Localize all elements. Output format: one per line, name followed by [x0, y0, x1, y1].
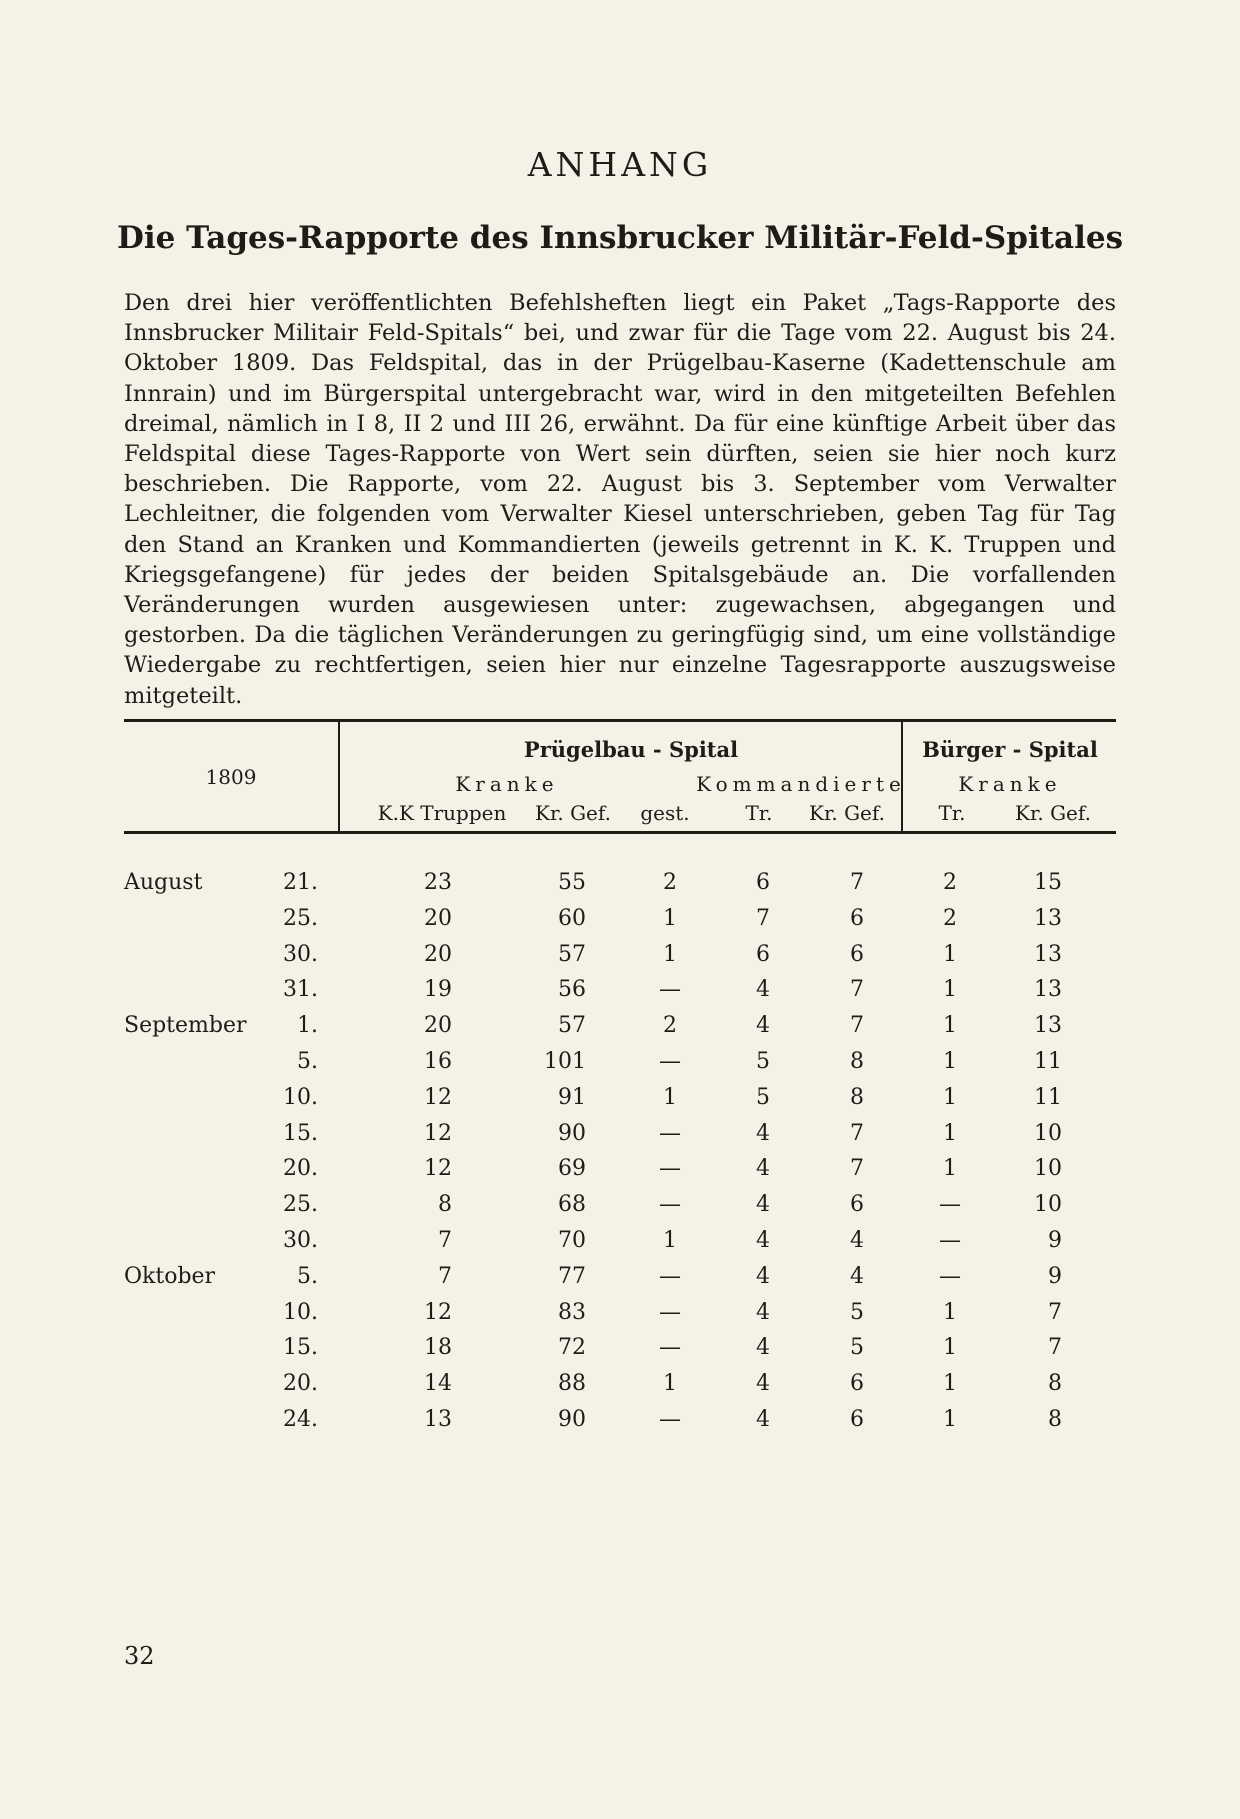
gestorben-cell: —: [659, 1192, 681, 1218]
kk-truppen-cell: 8: [438, 1192, 452, 1218]
intro-paragraph: Den drei hier veröffentlichten Befehlsheften liegt ein Paket „Tags-Rapporte des Innsbrucker Militair Feld-Spitals“ bei, und zwar für die Tage vom 22. August bis 24. Oktober 1809. Das Feldspital, das in der Prügelbau-Kaserne (Kadettenschule am Innrain) und im Bürgerspital untergebracht war, wird in den mitgeteilten Befehlen dreimal, nämlich in I 8, II 2 und III 26, erwähnt. Da für eine künftige Arbeit über das Feldspital diese Tages-Rapporte von Wert sein dürften, seien sie hier noch kurz beschrieben. Die Rapporte, vom 22. August bis 3. September vom Verwalter Lechleitner, die folgenden vom Verwalter Kiesel unterschrieben, geben Tag für Tag den Stand an Kranken und Kommandierten (jeweils getrennt in K. K. Truppen und Kriegsgefangene) für jedes der beiden Spitalsgebäude an. Die vorfallenden Veränderungen wurden ausgewiesen unter: zugewachsen, abgegangen und gestorben. Da die täglichen Veränderungen zu geringfügig sind, um eine vollständige Wiedergabe zu rechtfertigen, seien hier nur einzelne Tagesrapporte auszugsweise mitgeteilt.: [124, 290, 1116, 709]
kriegsgefangene-cell: 69: [558, 1156, 586, 1182]
buerger-truppen-cell: —: [939, 1263, 961, 1289]
buerger-truppen-cell: 1: [943, 1013, 957, 1039]
day-cell: 25.: [283, 905, 318, 931]
kriegsgefangene-cell: 60: [558, 905, 586, 931]
day-cell: 10.: [283, 1084, 318, 1110]
kriegsgefangene-cell: 83: [558, 1299, 586, 1325]
kommandierte-truppen-cell: 4: [756, 1299, 770, 1325]
section-title: Die Tages-Rapporte des Innsbrucker Militär-Feld-Spitales: [116, 220, 1124, 256]
buerger-gefangene-cell: 15: [1034, 870, 1062, 895]
buerger-gefangene-cell: 13: [1034, 977, 1062, 1003]
buerger-truppen-header: Tr.: [938, 801, 966, 825]
appendix-heading: ANHANG: [527, 145, 713, 184]
day-cell: 20.: [283, 1156, 318, 1182]
gestorben-cell: 1: [663, 905, 677, 931]
kriegsgefangene-cell: 90: [558, 1120, 586, 1146]
kk-truppen-header: K.K Truppen: [377, 801, 507, 825]
buerger-gefangene-cell: 10: [1034, 1120, 1062, 1146]
kk-truppen-cell: 7: [438, 1263, 452, 1289]
buerger-gefangene-cell: 9: [1048, 1263, 1062, 1289]
kommandierte-truppen-cell: 4: [756, 1407, 770, 1432]
kriegsgefangene-cell: 72: [558, 1335, 586, 1361]
page-number: 32: [124, 1642, 155, 1670]
gestorben-cell: —: [659, 1120, 681, 1146]
month-cell: Oktober: [124, 1263, 216, 1289]
kk-truppen-cell: 20: [424, 905, 452, 931]
kranke-header-buerger: Kranke: [958, 772, 1062, 796]
buerger-spital-header: Bürger - Spital: [922, 737, 1098, 762]
buerger-gefangene-cell: 13: [1034, 941, 1062, 967]
day-cell: 15.: [283, 1120, 318, 1146]
day-cell: 15.: [283, 1335, 318, 1361]
day-cell: 30.: [283, 941, 318, 967]
day-cell: 31.: [283, 977, 318, 1003]
gestorben-cell: —: [659, 1156, 681, 1182]
gestorben-cell: 2: [663, 870, 677, 895]
kriegsgefangene-cell: 88: [558, 1371, 586, 1397]
table-top-rule: [124, 719, 1116, 722]
kommandierte-truppen-cell: 5: [756, 1084, 770, 1110]
kriegsgefangene-header: Kr. Gef.: [535, 801, 611, 825]
table-header-rule: [124, 831, 1116, 834]
kranke-header: Kranke: [455, 772, 559, 796]
kriegsgefangene-cell: 57: [558, 941, 586, 967]
gestorben-cell: 1: [663, 1228, 677, 1253]
kommandierte-truppen-cell: 4: [756, 977, 770, 1003]
gestorben-cell: —: [659, 1263, 681, 1289]
kommandierte-truppen-cell: 4: [756, 1263, 770, 1289]
kriegsgefangene-cell: 56: [558, 977, 586, 1003]
kommandierte-header: Kommandierte: [696, 772, 906, 796]
gestorben-header: gest.: [640, 801, 690, 825]
kk-truppen-cell: 13: [424, 1407, 452, 1432]
day-cell: 1.: [297, 1013, 318, 1039]
kommandierte-truppen-cell: 6: [756, 870, 770, 895]
year-header: 1809: [205, 765, 257, 789]
kommandierte-gefangene-cell: 6: [850, 1192, 864, 1218]
kriegsgefangene-cell: 90: [558, 1407, 586, 1432]
day-cell: 20.: [283, 1371, 318, 1397]
kommandierte-gefangene-cell: 8: [850, 1049, 864, 1074]
buerger-gefangene-cell: 13: [1034, 1013, 1062, 1039]
kommandierte-gefangene-cell: 6: [850, 1371, 864, 1397]
kommandierte-gefangene-cell: 4: [850, 1228, 864, 1253]
kk-truppen-cell: 12: [424, 1084, 452, 1110]
kommandierte-gefangene-cell: 7: [850, 1013, 864, 1039]
kk-truppen-cell: 12: [424, 1299, 452, 1325]
kommandierte-truppen-cell: 4: [756, 1120, 770, 1146]
kommandierte-truppen-cell: 7: [756, 905, 770, 931]
gestorben-cell: 1: [663, 1084, 677, 1110]
kommandierte-truppen-cell: 4: [756, 1192, 770, 1218]
kriegsgefangene-cell: 91: [558, 1084, 586, 1110]
gestorben-cell: —: [659, 1407, 681, 1432]
buerger-truppen-cell: 1: [943, 1120, 957, 1146]
buerger-truppen-cell: 1: [943, 1335, 957, 1361]
kommandierte-truppen-cell: 5: [756, 1049, 770, 1074]
buerger-truppen-cell: 1: [943, 941, 957, 967]
day-cell: 24.: [283, 1407, 318, 1432]
kriegsgefangene-cell: 70: [558, 1228, 586, 1253]
gestorben-cell: —: [659, 1049, 681, 1074]
month-cell: September: [124, 1013, 247, 1039]
buerger-truppen-cell: 1: [943, 1156, 957, 1182]
buerger-truppen-cell: 2: [943, 905, 957, 931]
day-cell: 30.: [283, 1228, 318, 1253]
kriegsgefangene-cell: 55: [558, 870, 586, 895]
kk-truppen-cell: 23: [424, 870, 452, 895]
day-cell: 10.: [283, 1299, 318, 1325]
kk-truppen-cell: 16: [424, 1049, 452, 1074]
buerger-gefangene-cell: 10: [1034, 1192, 1062, 1218]
kommandierte-truppen-cell: 4: [756, 1228, 770, 1253]
buerger-truppen-cell: 1: [943, 1299, 957, 1325]
kommandierte-gefangene-cell: 5: [850, 1299, 864, 1325]
buerger-gefangene-cell: 9: [1048, 1228, 1062, 1253]
kommandierte-truppen-cell: 6: [756, 941, 770, 967]
gestorben-cell: —: [659, 1335, 681, 1361]
buerger-gefangene-cell: 7: [1048, 1299, 1062, 1325]
gestorben-cell: —: [659, 977, 681, 1003]
gestorben-cell: 1: [663, 1371, 677, 1397]
buerger-truppen-cell: 1: [943, 977, 957, 1003]
day-cell: 5.: [297, 1263, 318, 1289]
kriegsgefangene-cell: 101: [544, 1049, 586, 1074]
kk-truppen-cell: 12: [424, 1120, 452, 1146]
kommandierte-gefangene-cell: 6: [850, 905, 864, 931]
kommandierte-truppen-cell: 4: [756, 1371, 770, 1397]
kk-truppen-cell: 12: [424, 1156, 452, 1182]
buerger-gefangene-cell: 8: [1048, 1407, 1062, 1432]
kommandierte-gefangene-cell: 6: [850, 941, 864, 967]
buerger-gefangene-cell: 10: [1034, 1156, 1062, 1182]
kommandierte-gefangene-header: Kr. Gef.: [809, 801, 885, 825]
kk-truppen-cell: 18: [424, 1335, 452, 1361]
day-cell: 25.: [283, 1192, 318, 1218]
buerger-truppen-cell: 1: [943, 1407, 957, 1432]
kommandierte-gefangene-cell: 7: [850, 1156, 864, 1182]
buerger-gefangene-cell: 11: [1034, 1049, 1062, 1074]
buerger-gefangene-cell: 8: [1048, 1371, 1062, 1397]
kommandierte-gefangene-cell: 8: [850, 1084, 864, 1110]
kommandierte-gefangene-cell: 7: [850, 870, 864, 895]
kk-truppen-cell: 20: [424, 941, 452, 967]
kk-truppen-cell: 14: [424, 1371, 452, 1397]
kommandierte-gefangene-cell: 7: [850, 977, 864, 1003]
buerger-truppen-cell: —: [939, 1192, 961, 1218]
buerger-truppen-cell: —: [939, 1228, 961, 1253]
gestorben-cell: 1: [663, 941, 677, 967]
buerger-truppen-cell: 1: [943, 1084, 957, 1110]
kriegsgefangene-cell: 77: [558, 1263, 586, 1289]
gestorben-cell: —: [659, 1299, 681, 1325]
kk-truppen-cell: 20: [424, 1013, 452, 1039]
buerger-truppen-cell: 1: [943, 1049, 957, 1074]
kk-truppen-cell: 19: [424, 977, 452, 1003]
gestorben-cell: 2: [663, 1013, 677, 1039]
kriegsgefangene-cell: 68: [558, 1192, 586, 1218]
kommandierte-gefangene-cell: 7: [850, 1120, 864, 1146]
buerger-gefangene-header: Kr. Gef.: [1015, 801, 1091, 825]
day-cell: 5.: [297, 1049, 318, 1074]
buerger-gefangene-cell: 13: [1034, 905, 1062, 931]
buerger-gefangene-cell: 7: [1048, 1335, 1062, 1361]
month-cell: August: [124, 870, 203, 895]
day-cell: 21.: [283, 870, 318, 895]
buerger-truppen-cell: 1: [943, 1371, 957, 1397]
kommandierte-truppen-header: Tr.: [745, 801, 773, 825]
kommandierte-truppen-cell: 4: [756, 1013, 770, 1039]
kommandierte-gefangene-cell: 4: [850, 1263, 864, 1289]
buerger-truppen-cell: 2: [943, 870, 957, 895]
buerger-gefangene-cell: 11: [1034, 1084, 1062, 1110]
table-divider-left: [338, 722, 340, 831]
kk-truppen-cell: 7: [438, 1228, 452, 1253]
kommandierte-truppen-cell: 4: [756, 1156, 770, 1182]
kommandierte-gefangene-cell: 5: [850, 1335, 864, 1361]
kriegsgefangene-cell: 57: [558, 1013, 586, 1039]
kommandierte-truppen-cell: 4: [756, 1335, 770, 1361]
kommandierte-gefangene-cell: 6: [850, 1407, 864, 1432]
pruegelbau-spital-header: Prügelbau - Spital: [523, 737, 739, 762]
